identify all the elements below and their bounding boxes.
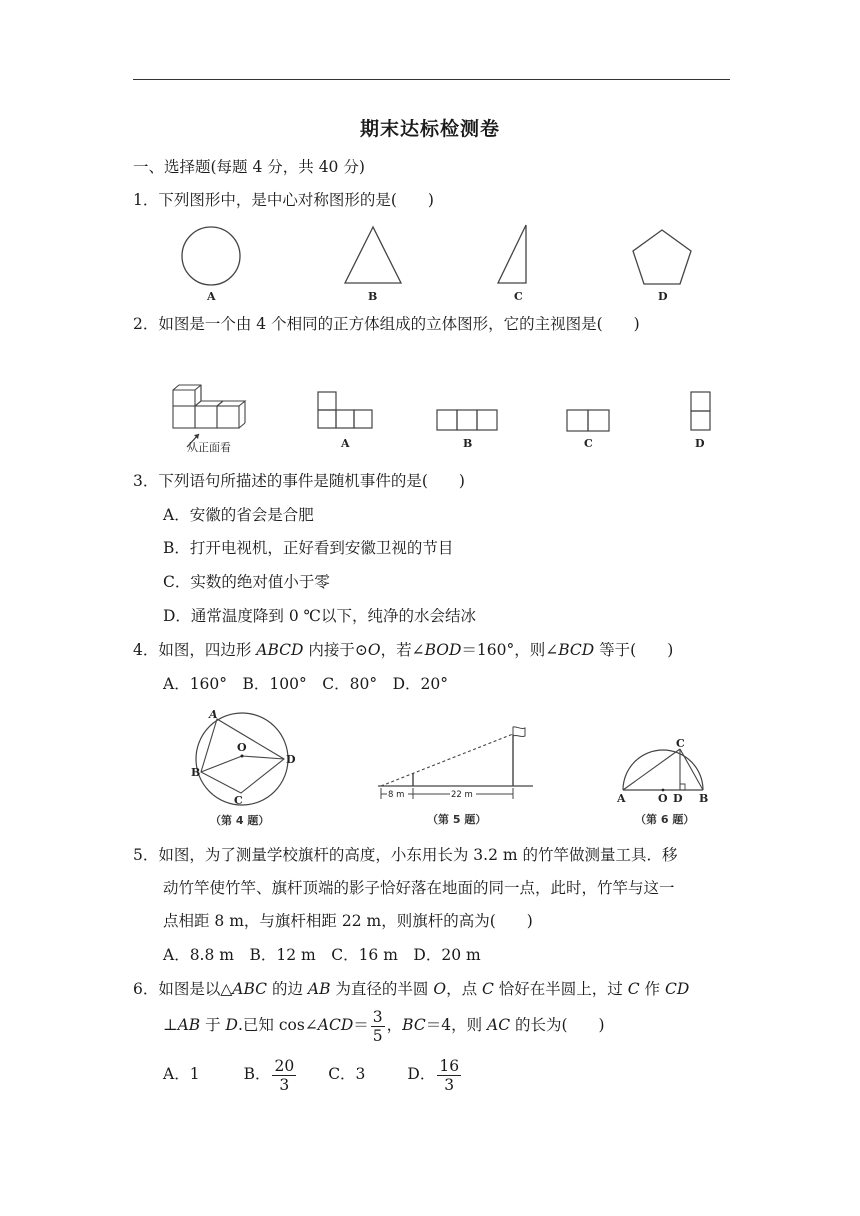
q5-flag bbox=[513, 727, 525, 737]
q5-shadow-line bbox=[381, 734, 513, 786]
q3-option-b: B．打开电视机，正好看到安徽卫视的节目 bbox=[163, 539, 454, 557]
q6-option-a: A．1 bbox=[163, 1065, 200, 1083]
q3-option-d: D．通常温度降到 0 ℃以下，纯净的水会结冰 bbox=[163, 607, 476, 625]
q1-label-c: C bbox=[514, 290, 523, 303]
q3-option-a: A．安徽的省会是合肥 bbox=[163, 506, 314, 524]
q1-label-b: B bbox=[368, 290, 378, 303]
q6-fig-caption: （第 6 题） bbox=[635, 813, 695, 826]
q6-fraction-16-3: $\frac{16}{3}$ bbox=[439, 1056, 460, 1094]
q1-circle-shape bbox=[182, 227, 240, 285]
q6-fraction-20-3: $\frac{20}{3}$ bbox=[274, 1056, 295, 1094]
q6-option-d: D． bbox=[407, 1065, 436, 1083]
page-title: 期末达标检测卷 bbox=[359, 118, 500, 140]
q4-point-a: A bbox=[209, 708, 218, 721]
q4-options: A．160° B．100° C．80° D．20° bbox=[163, 675, 448, 693]
q1-label-a: A bbox=[207, 290, 216, 303]
q6-point-d: D bbox=[673, 792, 683, 805]
q4-point-o: O bbox=[237, 741, 247, 754]
q4-point-b: B bbox=[191, 766, 201, 779]
q5-fig-caption: （第 5 题） bbox=[427, 813, 487, 826]
q6-figure bbox=[613, 737, 718, 831]
q6-line-1: 6．如图是以△ABC 的边 AB 为直径的半圆 O，点 C 恰好在半圆上，过 C 作 CD bbox=[133, 980, 690, 998]
q2-option-d-view bbox=[691, 392, 710, 430]
q1-stem: 1．下列图形中，是中心对称图形的是( ) bbox=[133, 191, 434, 209]
q1-right-triangle-shape bbox=[498, 225, 526, 283]
q5-dim-8: 8 m bbox=[388, 790, 405, 800]
q2-label-d: D bbox=[695, 437, 705, 450]
q6-fraction-3-5: $\frac{3}{5}$ bbox=[372, 1007, 383, 1045]
q2-label-b: B bbox=[463, 437, 473, 450]
q5-line-3: 点相距 8 m，与旗杆相距 22 m，则旗杆的高为( ) bbox=[163, 912, 533, 930]
q6-option-c: C．3 bbox=[328, 1065, 366, 1083]
q5-line-1: 5．如图，为了测量学校旗杆的高度，小东用长为 3.2 m 的竹竿做测量工具．移 bbox=[133, 846, 678, 864]
q6-point-o: O bbox=[658, 792, 668, 805]
q5-line-2: 动竹竿使竹竿、旗杆顶端的影子恰好落在地面的同一点，此时，竹竿与这一 bbox=[163, 879, 675, 897]
q5-dim-22: 22 m bbox=[451, 790, 473, 800]
q4-point-c: C bbox=[234, 794, 243, 807]
q4-fig-caption: （第 4 题） bbox=[210, 814, 270, 827]
q2-cube-solid bbox=[173, 385, 245, 428]
q3-stem: 3．下列语句所描述的事件是随机事件的是( ) bbox=[133, 472, 465, 490]
q1-figure bbox=[170, 222, 710, 308]
q4-point-d: D bbox=[286, 753, 296, 766]
q1-label-d: D bbox=[658, 290, 668, 303]
q2-stem: 2．如图是一个由 4 个相同的正方体组成的立体图形，它的主视图是( ) bbox=[133, 315, 640, 333]
q1-pentagon-shape bbox=[633, 230, 691, 284]
q6-options bbox=[163, 1054, 463, 1094]
q4-figure bbox=[190, 706, 310, 832]
q2-figure bbox=[165, 377, 725, 457]
q4-stem: 4．如图，四边形 ABCD 内接于⊙O，若∠BOD＝160°，则∠BCD 等于( ) bbox=[133, 641, 674, 659]
q2-view-label: 从正面看 bbox=[187, 441, 231, 454]
q6-point-c: C bbox=[676, 737, 685, 750]
top-rule bbox=[133, 79, 730, 80]
q2-option-c-view bbox=[567, 410, 609, 431]
q6-option-b: B． bbox=[243, 1065, 271, 1083]
section-heading: 一、选择题(每题 4 分，共 40 分) bbox=[133, 158, 365, 176]
q4-circle-shape bbox=[196, 713, 288, 805]
q5-options: A．8.8 m B．12 m C．16 m D．20 m bbox=[163, 946, 481, 964]
q1-triangle-shape bbox=[345, 227, 401, 283]
q2-label-a: A bbox=[341, 437, 350, 450]
q6-line-2: ⊥AB 于 D.已知 cos∠ACD＝ $\frac{3}{5}$ ，BC＝4，则 AC 的长为( ) bbox=[163, 1007, 605, 1045]
q3-option-c: C．实数的绝对值小于零 bbox=[163, 573, 330, 591]
q2-option-a-view bbox=[318, 392, 372, 428]
q2-option-b-view bbox=[437, 410, 497, 430]
q6-point-a: A bbox=[617, 792, 626, 805]
q6-point-b: B bbox=[699, 792, 709, 805]
q2-label-c: C bbox=[584, 437, 593, 450]
q6-semicircle-shape bbox=[623, 750, 703, 790]
q5-figure bbox=[373, 726, 543, 830]
